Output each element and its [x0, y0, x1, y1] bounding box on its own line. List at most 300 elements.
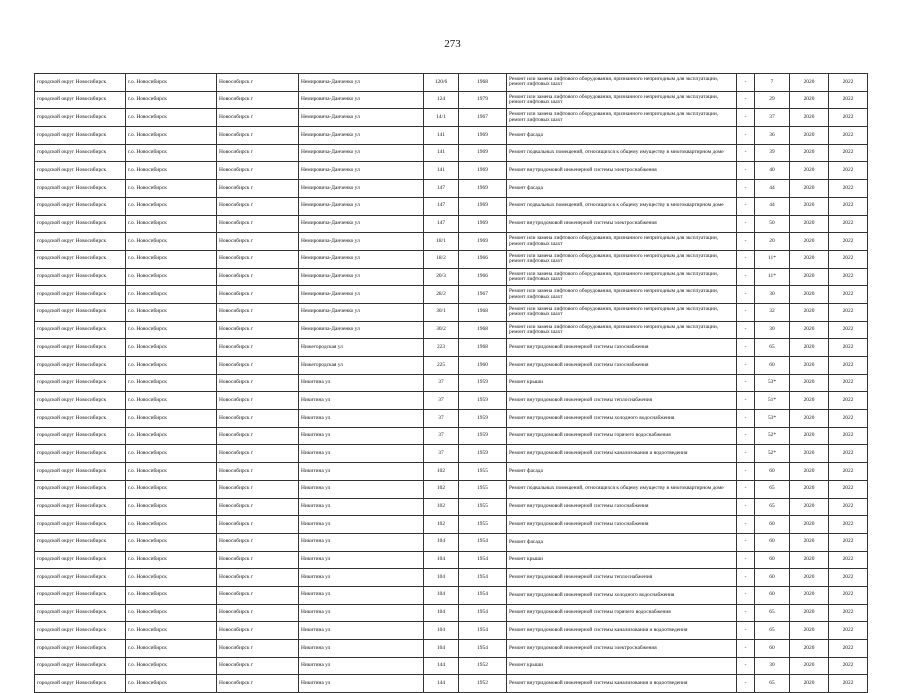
district-cell: городской округ Новосибирск: [35, 374, 126, 392]
work-type-cell: Ремонт или замена лифтового оборудования, признанного непригодным для эксплуатации, ремонт лифтовых шахт: [507, 74, 737, 92]
build-year-cell: 1966: [459, 250, 507, 268]
table-row: [35, 463, 868, 481]
city-cell: Новосибирск г: [217, 339, 299, 357]
build-year-cell: 1954: [459, 533, 507, 551]
district-cell: городской округ Новосибирск: [35, 286, 126, 304]
end-year-cell: 2022: [829, 91, 868, 109]
table-row: [35, 339, 868, 357]
city-cell: Новосибирск г: [217, 91, 299, 109]
start-year-cell: 2020: [790, 144, 829, 162]
municipality-cell: г.о. Новосибирск: [126, 586, 217, 604]
value-cell: 30: [755, 657, 790, 675]
value-cell: 37: [755, 109, 790, 127]
house-number-cell: 120/6: [424, 74, 459, 92]
city-cell: Новосибирск г: [217, 321, 299, 339]
work-type-cell: Ремонт крыши: [507, 551, 737, 569]
end-year-cell: 2022: [829, 445, 868, 463]
house-number-cell: 37: [424, 427, 459, 445]
cost-cell: -: [737, 463, 755, 481]
build-year-cell: 1959: [459, 392, 507, 410]
house-number-cell: 18/1: [424, 233, 459, 251]
district-cell: городской округ Новосибирск: [35, 250, 126, 268]
cost-cell: -: [737, 533, 755, 551]
municipality-cell: г.о. Новосибирск: [126, 569, 217, 587]
house-number-cell: 104: [424, 640, 459, 658]
value-cell: 30: [755, 321, 790, 339]
start-year-cell: 2020: [790, 498, 829, 516]
build-year-cell: 1968: [459, 339, 507, 357]
start-year-cell: 2020: [790, 410, 829, 428]
house-number-cell: 37: [424, 374, 459, 392]
street-cell: Никитина ул: [299, 463, 424, 481]
work-type-cell: Ремонт фасада: [507, 463, 737, 481]
build-year-cell: 1954: [459, 640, 507, 658]
house-number-cell: 104: [424, 586, 459, 604]
start-year-cell: 2020: [790, 604, 829, 622]
cost-cell: -: [737, 392, 755, 410]
municipality-cell: г.о. Новосибирск: [126, 622, 217, 640]
house-number-cell: 102: [424, 516, 459, 534]
street-cell: Немировича-Данченко ул: [299, 268, 424, 286]
value-cell: 52*: [755, 427, 790, 445]
build-year-cell: 1955: [459, 480, 507, 498]
house-number-cell: 144: [424, 675, 459, 693]
work-type-cell: Ремонт внутридомовой инженерной системы холодного водоснабжения: [507, 586, 737, 604]
district-cell: городской округ Новосибирск: [35, 445, 126, 463]
municipality-cell: г.о. Новосибирск: [126, 233, 217, 251]
start-year-cell: 2020: [790, 197, 829, 215]
district-cell: городской округ Новосибирск: [35, 551, 126, 569]
city-cell: Новосибирск г: [217, 569, 299, 587]
start-year-cell: 2020: [790, 586, 829, 604]
end-year-cell: 2022: [829, 339, 868, 357]
district-cell: городской округ Новосибирск: [35, 533, 126, 551]
municipality-cell: г.о. Новосибирск: [126, 144, 217, 162]
city-cell: Новосибирск г: [217, 303, 299, 321]
district-cell: городской округ Новосибирск: [35, 233, 126, 251]
district-cell: городской округ Новосибирск: [35, 427, 126, 445]
house-number-cell: 37: [424, 410, 459, 428]
value-cell: 60: [755, 551, 790, 569]
street-cell: Немировича-Данченко ул: [299, 74, 424, 92]
end-year-cell: 2022: [829, 640, 868, 658]
work-type-cell: Ремонт внутридомовой инженерной системы горячего водоснабжения: [507, 427, 737, 445]
city-cell: Новосибирск г: [217, 533, 299, 551]
district-cell: городской округ Новосибирск: [35, 215, 126, 233]
street-cell: Никитина ул: [299, 533, 424, 551]
street-cell: Немировича-Данченко ул: [299, 180, 424, 198]
start-year-cell: 2020: [790, 357, 829, 375]
end-year-cell: 2022: [829, 233, 868, 251]
table-row: [35, 445, 868, 463]
district-cell: городской округ Новосибирск: [35, 498, 126, 516]
house-number-cell: 28/2: [424, 286, 459, 304]
street-cell: Немировича-Данченко ул: [299, 109, 424, 127]
street-cell: Никитина ул: [299, 410, 424, 428]
municipality-cell: г.о. Новосибирск: [126, 339, 217, 357]
work-type-cell: Ремонт крыши: [507, 374, 737, 392]
cost-cell: -: [737, 569, 755, 587]
start-year-cell: 2020: [790, 233, 829, 251]
city-cell: Новосибирск г: [217, 250, 299, 268]
cost-cell: -: [737, 303, 755, 321]
house-number-cell: 37: [424, 445, 459, 463]
city-cell: Новосибирск г: [217, 551, 299, 569]
start-year-cell: 2020: [790, 640, 829, 658]
end-year-cell: 2022: [829, 321, 868, 339]
start-year-cell: 2020: [790, 622, 829, 640]
street-cell: Никитина ул: [299, 427, 424, 445]
work-type-cell: Ремонт фасада: [507, 180, 737, 198]
street-cell: Немировича-Данченко ул: [299, 144, 424, 162]
street-cell: Немировича-Данченко ул: [299, 162, 424, 180]
value-cell: 32: [755, 303, 790, 321]
street-cell: Никитина ул: [299, 374, 424, 392]
table-row: [35, 286, 868, 304]
house-number-cell: 102: [424, 498, 459, 516]
district-cell: городской округ Новосибирск: [35, 463, 126, 481]
house-number-cell: 141: [424, 127, 459, 145]
table-row: [35, 427, 868, 445]
street-cell: Немировича-Данченко ул: [299, 303, 424, 321]
municipality-cell: г.о. Новосибирск: [126, 498, 217, 516]
cost-cell: -: [737, 197, 755, 215]
table-row: [35, 303, 868, 321]
district-cell: городской округ Новосибирск: [35, 109, 126, 127]
work-type-cell: Ремонт или замена лифтового оборудования, признанного непригодным для эксплуатации, ремонт лифтовых шахт: [507, 303, 737, 321]
work-type-cell: Ремонт внутридомовой инженерной системы холодного водоснабжения: [507, 410, 737, 428]
build-year-cell: 1968: [459, 74, 507, 92]
start-year-cell: 2020: [790, 374, 829, 392]
page-number: 273: [444, 38, 461, 50]
street-cell: Никитина ул: [299, 675, 424, 693]
value-cell: 65: [755, 339, 790, 357]
work-type-cell: Ремонт или замена лифтового оборудования, признанного непригодным для эксплуатации, ремонт лифтовых шахт: [507, 91, 737, 109]
cost-cell: -: [737, 551, 755, 569]
city-cell: Новосибирск г: [217, 480, 299, 498]
city-cell: Новосибирск г: [217, 357, 299, 375]
district-cell: городской округ Новосибирск: [35, 180, 126, 198]
start-year-cell: 2020: [790, 392, 829, 410]
district-cell: городской округ Новосибирск: [35, 392, 126, 410]
district-cell: городской округ Новосибирск: [35, 144, 126, 162]
house-number-cell: 104: [424, 533, 459, 551]
end-year-cell: 2022: [829, 498, 868, 516]
city-cell: Новосибирск г: [217, 463, 299, 481]
city-cell: Новосибирск г: [217, 657, 299, 675]
build-year-cell: 1959: [459, 410, 507, 428]
municipality-cell: г.о. Новосибирск: [126, 533, 217, 551]
district-cell: городской округ Новосибирск: [35, 622, 126, 640]
city-cell: Новосибирск г: [217, 675, 299, 693]
district-cell: городской округ Новосибирск: [35, 357, 126, 375]
cost-cell: -: [737, 286, 755, 304]
city-cell: Новосибирск г: [217, 516, 299, 534]
street-cell: Никитина ул: [299, 392, 424, 410]
street-cell: Нижегородская ул: [299, 357, 424, 375]
city-cell: Новосибирск г: [217, 180, 299, 198]
start-year-cell: 2020: [790, 127, 829, 145]
street-cell: Немировича-Данченко ул: [299, 91, 424, 109]
value-cell: 44: [755, 197, 790, 215]
cost-cell: -: [737, 657, 755, 675]
value-cell: 60: [755, 586, 790, 604]
start-year-cell: 2020: [790, 516, 829, 534]
cost-cell: -: [737, 127, 755, 145]
end-year-cell: 2022: [829, 127, 868, 145]
district-cell: городской округ Новосибирск: [35, 321, 126, 339]
build-year-cell: 1969: [459, 197, 507, 215]
start-year-cell: 2020: [790, 339, 829, 357]
work-type-cell: Ремонт внутридомовой инженерной системы газоснабжения: [507, 357, 737, 375]
house-number-cell: 104: [424, 622, 459, 640]
city-cell: Новосибирск г: [217, 498, 299, 516]
value-cell: 53*: [755, 410, 790, 428]
cost-cell: -: [737, 250, 755, 268]
house-number-cell: 37: [424, 392, 459, 410]
build-year-cell: 1959: [459, 445, 507, 463]
value-cell: 65: [755, 498, 790, 516]
municipality-cell: г.о. Новосибирск: [126, 427, 217, 445]
build-year-cell: 1967: [459, 286, 507, 304]
start-year-cell: 2020: [790, 551, 829, 569]
cost-cell: -: [737, 109, 755, 127]
table-row: [35, 410, 868, 428]
cost-cell: -: [737, 675, 755, 693]
build-year-cell: 1968: [459, 303, 507, 321]
table-row: [35, 604, 868, 622]
table-row: [35, 392, 868, 410]
value-cell: 53*: [755, 374, 790, 392]
district-cell: городской округ Новосибирск: [35, 303, 126, 321]
end-year-cell: 2022: [829, 215, 868, 233]
city-cell: Новосибирск г: [217, 268, 299, 286]
build-year-cell: 1955: [459, 516, 507, 534]
street-cell: Никитина ул: [299, 445, 424, 463]
street-cell: Немировича-Данченко ул: [299, 127, 424, 145]
cost-cell: -: [737, 410, 755, 428]
table-row: [35, 657, 868, 675]
start-year-cell: 2020: [790, 533, 829, 551]
value-cell: 36: [755, 127, 790, 145]
city-cell: Новосибирск г: [217, 392, 299, 410]
work-type-cell: Ремонт внутридомовой инженерной системы канализования и водоотведения: [507, 675, 737, 693]
end-year-cell: 2022: [829, 197, 868, 215]
street-cell: Никитина ул: [299, 604, 424, 622]
table-body: [35, 74, 868, 693]
table-row: [35, 74, 868, 92]
build-year-cell: 1969: [459, 233, 507, 251]
build-year-cell: 1959: [459, 427, 507, 445]
end-year-cell: 2022: [829, 144, 868, 162]
work-type-cell: Ремонт внутридомовой инженерной системы теплоснабжения: [507, 569, 737, 587]
work-type-cell: Ремонт подвальных помещений, относящихся к общему имуществу в многоквартирном доме: [507, 144, 737, 162]
build-year-cell: 1966: [459, 268, 507, 286]
table-row: [35, 374, 868, 392]
end-year-cell: 2022: [829, 286, 868, 304]
city-cell: Новосибирск г: [217, 74, 299, 92]
house-number-cell: 30/2: [424, 321, 459, 339]
city-cell: Новосибирск г: [217, 374, 299, 392]
table-row: [35, 109, 868, 127]
start-year-cell: 2020: [790, 162, 829, 180]
work-type-cell: Ремонт подвальных помещений, относящихся к общему имуществу в многоквартирном доме: [507, 480, 737, 498]
cost-cell: -: [737, 233, 755, 251]
build-year-cell: 1969: [459, 215, 507, 233]
end-year-cell: 2022: [829, 622, 868, 640]
municipality-cell: г.о. Новосибирск: [126, 640, 217, 658]
street-cell: Никитина ул: [299, 569, 424, 587]
value-cell: 29: [755, 91, 790, 109]
district-cell: городской округ Новосибирск: [35, 569, 126, 587]
municipality-cell: г.о. Новосибирск: [126, 675, 217, 693]
work-type-cell: Ремонт фасада: [507, 533, 737, 551]
district-cell: городской округ Новосибирск: [35, 604, 126, 622]
house-number-cell: 20/3: [424, 268, 459, 286]
city-cell: Новосибирск г: [217, 127, 299, 145]
end-year-cell: 2022: [829, 551, 868, 569]
value-cell: 40: [755, 162, 790, 180]
work-type-cell: Ремонт внутридомовой инженерной системы теплоснабжения: [507, 392, 737, 410]
start-year-cell: 2020: [790, 321, 829, 339]
table-row: [35, 357, 868, 375]
municipality-cell: г.о. Новосибирск: [126, 657, 217, 675]
street-cell: Никитина ул: [299, 657, 424, 675]
value-cell: 11*: [755, 250, 790, 268]
start-year-cell: 2020: [790, 109, 829, 127]
start-year-cell: 2020: [790, 215, 829, 233]
street-cell: Немировича-Данченко ул: [299, 321, 424, 339]
district-cell: городской округ Новосибирск: [35, 127, 126, 145]
municipality-cell: г.о. Новосибирск: [126, 410, 217, 428]
cost-cell: -: [737, 480, 755, 498]
district-cell: городской округ Новосибирск: [35, 657, 126, 675]
table-row: [35, 321, 868, 339]
table-row: [35, 250, 868, 268]
end-year-cell: 2022: [829, 268, 868, 286]
repair-schedule-table: [34, 73, 868, 693]
street-cell: Немировича-Данченко ул: [299, 233, 424, 251]
house-number-cell: 14/1: [424, 109, 459, 127]
municipality-cell: г.о. Новосибирск: [126, 604, 217, 622]
municipality-cell: г.о. Новосибирск: [126, 74, 217, 92]
table-row: [35, 480, 868, 498]
build-year-cell: 1959: [459, 374, 507, 392]
end-year-cell: 2022: [829, 180, 868, 198]
district-cell: городской округ Новосибирск: [35, 480, 126, 498]
cost-cell: -: [737, 74, 755, 92]
start-year-cell: 2020: [790, 303, 829, 321]
start-year-cell: 2020: [790, 250, 829, 268]
district-cell: городской округ Новосибирск: [35, 162, 126, 180]
street-cell: Никитина ул: [299, 516, 424, 534]
city-cell: Новосибирск г: [217, 445, 299, 463]
build-year-cell: 1954: [459, 551, 507, 569]
table-row: [35, 127, 868, 145]
table-row: [35, 551, 868, 569]
city-cell: Новосибирск г: [217, 604, 299, 622]
work-type-cell: Ремонт внутридомовой инженерной системы газоснабжения: [507, 498, 737, 516]
work-type-cell: Ремонт подвальных помещений, относящихся к общему имуществу в многоквартирном доме: [507, 197, 737, 215]
work-type-cell: Ремонт или замена лифтового оборудования, признанного непригодным для эксплуатации, ремонт лифтовых шахт: [507, 109, 737, 127]
start-year-cell: 2020: [790, 463, 829, 481]
city-cell: Новосибирск г: [217, 427, 299, 445]
municipality-cell: г.о. Новосибирск: [126, 463, 217, 481]
house-number-cell: 18/2: [424, 250, 459, 268]
start-year-cell: 2020: [790, 675, 829, 693]
street-cell: Никитина ул: [299, 498, 424, 516]
build-year-cell: 1952: [459, 675, 507, 693]
end-year-cell: 2022: [829, 374, 868, 392]
district-cell: городской округ Новосибирск: [35, 91, 126, 109]
district-cell: городской округ Новосибирск: [35, 640, 126, 658]
city-cell: Новосибирск г: [217, 197, 299, 215]
end-year-cell: 2022: [829, 480, 868, 498]
work-type-cell: Ремонт крыши: [507, 657, 737, 675]
build-year-cell: 1954: [459, 569, 507, 587]
value-cell: 30: [755, 286, 790, 304]
value-cell: 60: [755, 533, 790, 551]
start-year-cell: 2020: [790, 445, 829, 463]
end-year-cell: 2022: [829, 357, 868, 375]
value-cell: 20: [755, 233, 790, 251]
build-year-cell: 1969: [459, 127, 507, 145]
build-year-cell: 1969: [459, 162, 507, 180]
work-type-cell: Ремонт или замена лифтового оборудования, признанного непригодным для эксплуатации, ремонт лифтовых шахт: [507, 286, 737, 304]
end-year-cell: 2022: [829, 569, 868, 587]
municipality-cell: г.о. Новосибирск: [126, 268, 217, 286]
end-year-cell: 2022: [829, 303, 868, 321]
municipality-cell: г.о. Новосибирск: [126, 392, 217, 410]
value-cell: 52*: [755, 445, 790, 463]
work-type-cell: Ремонт или замена лифтового оборудования, признанного непригодным для эксплуатации, ремонт лифтовых шахт: [507, 268, 737, 286]
municipality-cell: г.о. Новосибирск: [126, 445, 217, 463]
cost-cell: -: [737, 215, 755, 233]
work-type-cell: Ремонт внутридомовой инженерной системы газоснабжения: [507, 339, 737, 357]
municipality-cell: г.о. Новосибирск: [126, 109, 217, 127]
end-year-cell: 2022: [829, 410, 868, 428]
start-year-cell: 2020: [790, 480, 829, 498]
city-cell: Новосибирск г: [217, 233, 299, 251]
end-year-cell: 2022: [829, 586, 868, 604]
district-cell: городской округ Новосибирск: [35, 197, 126, 215]
cost-cell: -: [737, 357, 755, 375]
start-year-cell: 2020: [790, 569, 829, 587]
work-type-cell: Ремонт или замена лифтового оборудования, признанного непригодным для эксплуатации, ремонт лифтовых шахт: [507, 250, 737, 268]
city-cell: Новосибирск г: [217, 162, 299, 180]
work-type-cell: Ремонт или замена лифтового оборудования, признанного непригодным для эксплуатации, ремонт лифтовых шахт: [507, 321, 737, 339]
build-year-cell: 1967: [459, 109, 507, 127]
table-row: [35, 197, 868, 215]
value-cell: 60: [755, 640, 790, 658]
cost-cell: -: [737, 321, 755, 339]
house-number-cell: 104: [424, 604, 459, 622]
city-cell: Новосибирск г: [217, 622, 299, 640]
cost-cell: -: [737, 604, 755, 622]
cost-cell: -: [737, 640, 755, 658]
cost-cell: -: [737, 180, 755, 198]
start-year-cell: 2020: [790, 427, 829, 445]
cost-cell: -: [737, 339, 755, 357]
end-year-cell: 2022: [829, 463, 868, 481]
table-row: [35, 144, 868, 162]
city-cell: Новосибирск г: [217, 586, 299, 604]
house-number-cell: 223: [424, 339, 459, 357]
value-cell: 65: [755, 480, 790, 498]
value-cell: 7: [755, 74, 790, 92]
value-cell: 60: [755, 463, 790, 481]
municipality-cell: г.о. Новосибирск: [126, 127, 217, 145]
